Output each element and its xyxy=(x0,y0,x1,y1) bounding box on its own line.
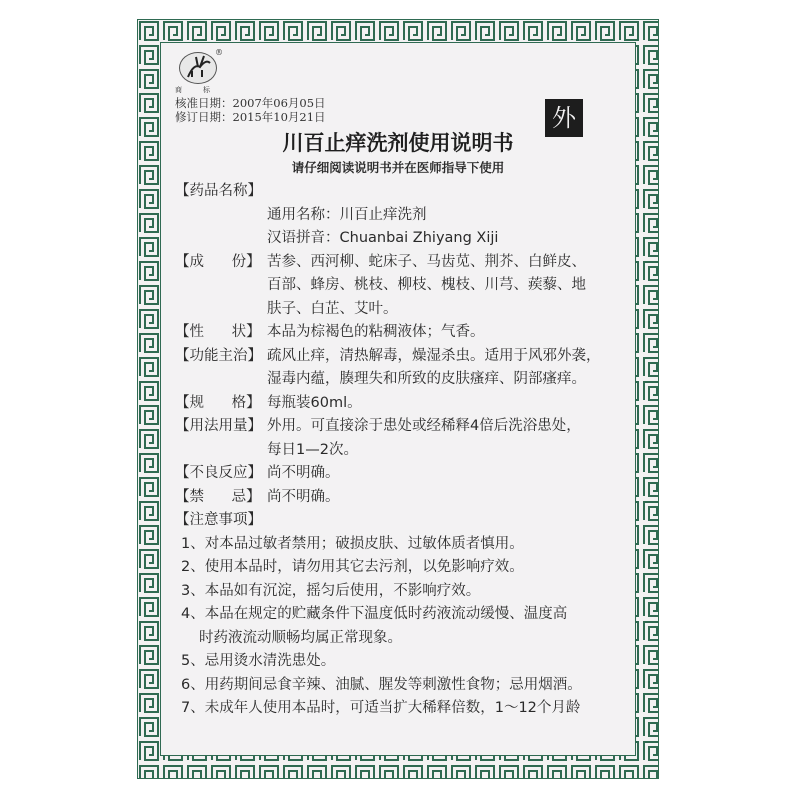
note-item: 3、本品如有沉淀，摇匀后使用，不影响疗效。 xyxy=(181,582,481,599)
section-ingredients xyxy=(175,251,619,275)
section-text: 尚不明确。 xyxy=(267,465,340,481)
brand-logo xyxy=(175,48,223,98)
section-label: 【禁 忌】 xyxy=(175,488,261,505)
revision-date: 修订日期：2015年10月21日 xyxy=(175,110,326,124)
section-text: 每瓶装60ml。 xyxy=(267,394,362,411)
section-text: 本品为棕褐色的粘稠液体；气香。 xyxy=(267,324,485,340)
note-item: 6、用药期间忌食辛辣、油腻、腥发等刺激性食物；忌用烟酒。 xyxy=(181,676,582,693)
note-item: 1、对本品过敏者禁用；破损皮肤、过敏体质者慎用。 xyxy=(181,535,524,552)
note-item: 7、未成年人使用本品时，可适当扩大稀释倍数，1～12个月龄 xyxy=(181,700,581,716)
section-text: 肤子、白芷、艾叶。 xyxy=(267,300,398,317)
section-text: 每日1—2次。 xyxy=(267,441,358,458)
section-contraindications xyxy=(175,486,619,510)
logo-caption-left: 商 xyxy=(175,86,182,94)
section-text: 疏风止痒，清热解毒，燥湿杀虫。适用于风邪外袭， xyxy=(267,347,601,364)
note-item: 5、忌用烫水清洗患处。 xyxy=(181,653,336,669)
section-label: 【功能主治】 xyxy=(175,347,262,364)
section-text: 百部、蜂房、桃枝、柳枝、槐枝、川芎、蒺藜、地 xyxy=(267,277,586,293)
section-label: 【不良反应】 xyxy=(175,465,262,481)
note-item: 4、本品在规定的贮藏条件下温度低时药液流动缓慢、温度高 xyxy=(181,606,568,622)
section-text: 尚不明确。 xyxy=(267,488,340,505)
deer-logo-icon xyxy=(179,52,217,84)
date-block xyxy=(175,96,326,124)
section-name xyxy=(175,180,619,204)
section-notes xyxy=(175,509,619,533)
section-label: 【注意事项】 xyxy=(175,512,262,528)
registered-mark: ® xyxy=(215,48,223,57)
document-title: 川百止痒洗剂使用说明书 xyxy=(282,131,514,155)
section-character xyxy=(175,321,619,345)
section-label: 【药品名称】 xyxy=(175,183,262,199)
section-usage xyxy=(175,415,619,439)
section-label: 【成 份】 xyxy=(175,253,261,270)
pinyin-name: 汉语拼音：Chuanbai Zhiyang Xiji xyxy=(267,230,499,246)
section-text: 苦参、西河柳、蛇床子、马齿苋、荆芥、白鲜皮、 xyxy=(267,253,586,270)
document-subtitle: 请仔细阅读说明书并在医师指导下使用 xyxy=(291,160,505,175)
section-spec xyxy=(175,392,619,416)
section-label: 【性 状】 xyxy=(175,324,261,340)
logo-caption-right: 标 xyxy=(203,86,210,94)
leaflet-sheet xyxy=(137,19,659,779)
note-item: 2、使用本品时，请勿用其它去污剂，以免影响疗效。 xyxy=(181,559,524,575)
approval-date: 核准日期：2007年06月05日 xyxy=(175,96,326,110)
section-text: 湿毒内蕴，腠理失和所致的皮肤瘙痒、阴部瘙痒。 xyxy=(267,371,586,387)
section-function xyxy=(175,345,619,369)
section-label: 【用法用量】 xyxy=(175,418,262,434)
external-use-badge: 外 xyxy=(545,99,583,137)
note-item-continued: 时药液流动顺畅均属正常现象。 xyxy=(199,629,402,646)
generic-name: 通用名称：川百止痒洗剂 xyxy=(267,206,427,223)
section-text: 外用。可直接涂于患处或经稀释4倍后洗浴患处， xyxy=(267,418,581,434)
section-label: 【规 格】 xyxy=(175,394,261,411)
section-adverse xyxy=(175,462,619,486)
leaflet-body xyxy=(175,180,619,721)
